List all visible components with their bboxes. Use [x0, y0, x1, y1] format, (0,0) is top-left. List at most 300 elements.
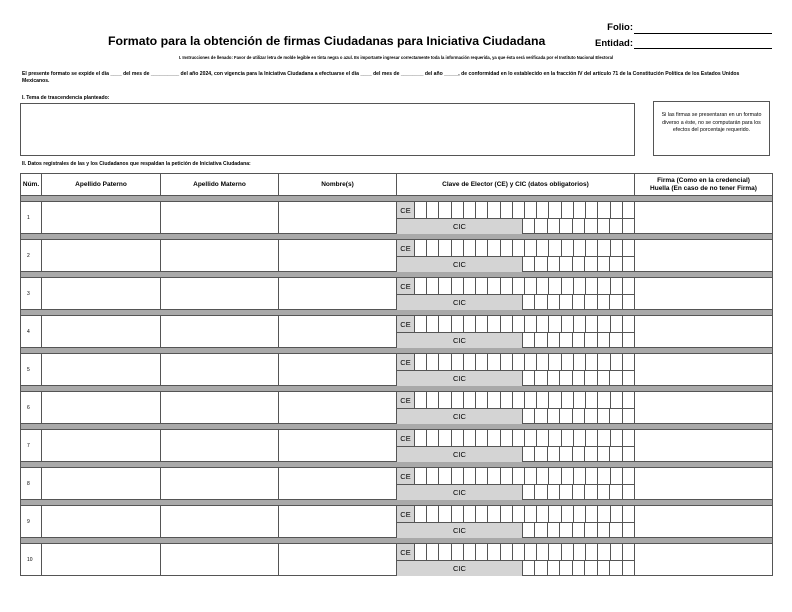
ce-digit-box[interactable] — [476, 506, 488, 522]
ce-digit-box[interactable] — [464, 278, 476, 294]
ce-digit-box[interactable] — [623, 278, 634, 294]
firma-field[interactable] — [635, 240, 773, 272]
ce-digit-box[interactable] — [537, 354, 549, 370]
ce-digit-box[interactable] — [452, 278, 464, 294]
ce-digit-box[interactable] — [574, 202, 586, 218]
ce-digit-box[interactable] — [525, 202, 537, 218]
cic-digit-box[interactable] — [535, 295, 547, 310]
cic-digit-box[interactable] — [610, 409, 622, 424]
ce-digit-box[interactable] — [501, 316, 513, 332]
firma-field[interactable] — [635, 506, 773, 538]
cic-digit-box[interactable] — [560, 295, 572, 310]
ce-digit-box[interactable] — [476, 240, 488, 256]
nombres-field[interactable] — [279, 506, 397, 538]
topic-textarea[interactable] — [20, 103, 635, 156]
ce-digit-box[interactable] — [427, 392, 439, 408]
ce-digit-box[interactable] — [464, 544, 476, 560]
cic-digit-box[interactable] — [523, 523, 535, 538]
ce-digit-box[interactable] — [476, 544, 488, 560]
ce-digit-box[interactable] — [537, 392, 549, 408]
cic-digit-box[interactable] — [623, 523, 634, 538]
cic-digit-box[interactable] — [535, 257, 547, 272]
cic-digit-box[interactable] — [523, 409, 535, 424]
ce-digit-box[interactable] — [513, 392, 525, 408]
ce-digit-box[interactable] — [513, 354, 525, 370]
cic-digit-box[interactable] — [610, 257, 622, 272]
cic-digit-box[interactable] — [598, 409, 610, 424]
apellido-paterno-field[interactable] — [42, 506, 161, 538]
ce-digit-box[interactable] — [439, 392, 451, 408]
nombres-field[interactable] — [279, 544, 397, 576]
ce-digit-box[interactable] — [562, 468, 574, 484]
cic-digit-box[interactable] — [535, 447, 547, 462]
cic-digit-box[interactable] — [598, 561, 610, 576]
ce-digit-box[interactable] — [549, 240, 561, 256]
cic-digit-box[interactable] — [523, 333, 535, 348]
ce-digit-box[interactable] — [623, 544, 634, 560]
nombres-field[interactable] — [279, 468, 397, 500]
ce-digit-box[interactable] — [439, 430, 451, 446]
ce-digit-box[interactable] — [501, 544, 513, 560]
ce-digit-box[interactable] — [586, 354, 598, 370]
cic-digit-box[interactable] — [585, 257, 597, 272]
ce-digit-box[interactable] — [598, 544, 610, 560]
cic-digit-box[interactable] — [548, 333, 560, 348]
cic-digit-box[interactable] — [523, 561, 535, 576]
ce-digit-box[interactable] — [415, 278, 427, 294]
cic-digit-box[interactable] — [535, 485, 547, 500]
ce-digit-box[interactable] — [488, 278, 500, 294]
ce-digit-box[interactable] — [488, 468, 500, 484]
ce-digit-box[interactable] — [452, 240, 464, 256]
ce-digit-box[interactable] — [574, 316, 586, 332]
firma-field[interactable] — [635, 316, 773, 348]
cic-digit-box[interactable] — [623, 447, 634, 462]
ce-digit-box[interactable] — [427, 544, 439, 560]
ce-digit-box[interactable] — [452, 316, 464, 332]
ce-digit-box[interactable] — [562, 506, 574, 522]
ce-digit-box[interactable] — [549, 392, 561, 408]
ce-digit-box[interactable] — [537, 316, 549, 332]
ce-digit-box[interactable] — [549, 316, 561, 332]
cic-digit-box[interactable] — [560, 523, 572, 538]
apellido-paterno-field[interactable] — [42, 354, 161, 386]
ce-digit-box[interactable] — [476, 468, 488, 484]
cic-digit-box[interactable] — [523, 257, 535, 272]
apellido-paterno-field[interactable] — [42, 392, 161, 424]
cic-digit-box[interactable] — [523, 371, 535, 386]
ce-digit-box[interactable] — [537, 278, 549, 294]
cic-digit-box[interactable] — [598, 523, 610, 538]
ce-digit-box[interactable] — [586, 544, 598, 560]
apellido-materno-field[interactable] — [161, 392, 279, 424]
apellido-materno-field[interactable] — [161, 202, 279, 234]
apellido-materno-field[interactable] — [161, 544, 279, 576]
apellido-paterno-field[interactable] — [42, 240, 161, 272]
cic-digit-box[interactable] — [585, 447, 597, 462]
ce-digit-box[interactable] — [562, 544, 574, 560]
apellido-materno-field[interactable] — [161, 316, 279, 348]
nombres-field[interactable] — [279, 240, 397, 272]
cic-digit-box[interactable] — [560, 561, 572, 576]
ce-digit-box[interactable] — [501, 278, 513, 294]
cic-digit-box[interactable] — [610, 333, 622, 348]
ce-digit-box[interactable] — [452, 468, 464, 484]
cic-digit-box[interactable] — [548, 371, 560, 386]
cic-digit-box[interactable] — [585, 409, 597, 424]
ce-digit-box[interactable] — [464, 468, 476, 484]
ce-digit-box[interactable] — [476, 392, 488, 408]
ce-digit-box[interactable] — [611, 506, 623, 522]
ce-digit-box[interactable] — [525, 278, 537, 294]
ce-digit-box[interactable] — [415, 316, 427, 332]
cic-digit-box[interactable] — [573, 447, 585, 462]
ce-digit-box[interactable] — [537, 544, 549, 560]
cic-digit-box[interactable] — [623, 333, 634, 348]
cic-digit-box[interactable] — [610, 219, 622, 234]
ce-digit-box[interactable] — [427, 430, 439, 446]
ce-digit-box[interactable] — [611, 240, 623, 256]
nombres-field[interactable] — [279, 392, 397, 424]
ce-digit-box[interactable] — [574, 468, 586, 484]
nombres-field[interactable] — [279, 354, 397, 386]
ce-digit-box[interactable] — [488, 392, 500, 408]
ce-digit-box[interactable] — [562, 316, 574, 332]
cic-digit-box[interactable] — [548, 485, 560, 500]
ce-digit-box[interactable] — [427, 354, 439, 370]
cic-digit-box[interactable] — [598, 219, 610, 234]
ce-digit-box[interactable] — [476, 316, 488, 332]
ce-digit-box[interactable] — [623, 316, 634, 332]
ce-digit-box[interactable] — [488, 506, 500, 522]
cic-digit-box[interactable] — [548, 257, 560, 272]
ce-digit-box[interactable] — [598, 468, 610, 484]
ce-digit-box[interactable] — [464, 202, 476, 218]
ce-digit-box[interactable] — [586, 506, 598, 522]
cic-digit-box[interactable] — [585, 371, 597, 386]
ce-digit-box[interactable] — [488, 202, 500, 218]
firma-field[interactable] — [635, 354, 773, 386]
cic-digit-box[interactable] — [523, 485, 535, 500]
ce-digit-box[interactable] — [525, 392, 537, 408]
apellido-materno-field[interactable] — [161, 240, 279, 272]
ce-digit-box[interactable] — [488, 430, 500, 446]
ce-digit-box[interactable] — [623, 468, 634, 484]
cic-digit-box[interactable] — [523, 447, 535, 462]
cic-digit-box[interactable] — [523, 219, 535, 234]
entidad-field[interactable] — [634, 48, 772, 49]
ce-digit-box[interactable] — [549, 430, 561, 446]
cic-digit-box[interactable] — [535, 561, 547, 576]
ce-digit-box[interactable] — [549, 544, 561, 560]
cic-digit-box[interactable] — [623, 409, 634, 424]
ce-digit-box[interactable] — [439, 544, 451, 560]
ce-digit-box[interactable] — [586, 278, 598, 294]
cic-digit-box[interactable] — [548, 295, 560, 310]
ce-digit-box[interactable] — [513, 506, 525, 522]
cic-digit-box[interactable] — [623, 257, 634, 272]
ce-digit-box[interactable] — [488, 544, 500, 560]
ce-digit-box[interactable] — [574, 240, 586, 256]
firma-field[interactable] — [635, 392, 773, 424]
ce-digit-box[interactable] — [501, 202, 513, 218]
apellido-materno-field[interactable] — [161, 468, 279, 500]
ce-digit-box[interactable] — [452, 202, 464, 218]
ce-digit-box[interactable] — [439, 506, 451, 522]
ce-digit-box[interactable] — [574, 354, 586, 370]
cic-digit-box[interactable] — [623, 561, 634, 576]
ce-digit-box[interactable] — [513, 278, 525, 294]
ce-digit-box[interactable] — [574, 430, 586, 446]
ce-digit-box[interactable] — [574, 392, 586, 408]
ce-digit-box[interactable] — [452, 544, 464, 560]
nombres-field[interactable] — [279, 430, 397, 462]
cic-digit-box[interactable] — [623, 219, 634, 234]
ce-digit-box[interactable] — [611, 392, 623, 408]
ce-digit-box[interactable] — [611, 468, 623, 484]
ce-digit-box[interactable] — [501, 240, 513, 256]
cic-digit-box[interactable] — [573, 333, 585, 348]
cic-digit-box[interactable] — [535, 371, 547, 386]
ce-digit-box[interactable] — [623, 202, 634, 218]
firma-field[interactable] — [635, 202, 773, 234]
cic-digit-box[interactable] — [598, 257, 610, 272]
ce-digit-box[interactable] — [439, 468, 451, 484]
ce-digit-box[interactable] — [513, 468, 525, 484]
apellido-paterno-field[interactable] — [42, 316, 161, 348]
ce-digit-box[interactable] — [598, 278, 610, 294]
ce-digit-box[interactable] — [415, 468, 427, 484]
apellido-paterno-field[interactable] — [42, 430, 161, 462]
ce-digit-box[interactable] — [464, 316, 476, 332]
ce-digit-box[interactable] — [598, 202, 610, 218]
cic-digit-box[interactable] — [560, 219, 572, 234]
cic-digit-box[interactable] — [573, 371, 585, 386]
ce-digit-box[interactable] — [537, 430, 549, 446]
ce-digit-box[interactable] — [513, 316, 525, 332]
ce-digit-box[interactable] — [623, 506, 634, 522]
ce-digit-box[interactable] — [513, 544, 525, 560]
ce-digit-box[interactable] — [623, 430, 634, 446]
apellido-paterno-field[interactable] — [42, 202, 161, 234]
folio-field[interactable] — [634, 33, 772, 34]
ce-digit-box[interactable] — [501, 506, 513, 522]
ce-digit-box[interactable] — [439, 354, 451, 370]
ce-digit-box[interactable] — [598, 392, 610, 408]
cic-digit-box[interactable] — [560, 409, 572, 424]
ce-digit-box[interactable] — [439, 316, 451, 332]
ce-digit-box[interactable] — [439, 240, 451, 256]
ce-digit-box[interactable] — [549, 468, 561, 484]
cic-digit-box[interactable] — [598, 485, 610, 500]
ce-digit-box[interactable] — [574, 506, 586, 522]
cic-digit-box[interactable] — [585, 333, 597, 348]
cic-digit-box[interactable] — [585, 295, 597, 310]
ce-digit-box[interactable] — [549, 202, 561, 218]
ce-digit-box[interactable] — [549, 278, 561, 294]
ce-digit-box[interactable] — [427, 468, 439, 484]
ce-digit-box[interactable] — [537, 202, 549, 218]
ce-digit-box[interactable] — [525, 240, 537, 256]
ce-digit-box[interactable] — [598, 316, 610, 332]
nombres-field[interactable] — [279, 316, 397, 348]
cic-digit-box[interactable] — [610, 485, 622, 500]
ce-digit-box[interactable] — [611, 354, 623, 370]
ce-digit-box[interactable] — [574, 278, 586, 294]
ce-digit-box[interactable] — [574, 544, 586, 560]
ce-digit-box[interactable] — [476, 278, 488, 294]
ce-digit-box[interactable] — [452, 392, 464, 408]
cic-digit-box[interactable] — [598, 333, 610, 348]
cic-digit-box[interactable] — [585, 561, 597, 576]
cic-digit-box[interactable] — [573, 409, 585, 424]
ce-digit-box[interactable] — [501, 468, 513, 484]
cic-digit-box[interactable] — [598, 447, 610, 462]
ce-digit-box[interactable] — [598, 506, 610, 522]
ce-digit-box[interactable] — [452, 354, 464, 370]
cic-digit-box[interactable] — [573, 219, 585, 234]
firma-field[interactable] — [635, 430, 773, 462]
cic-digit-box[interactable] — [560, 333, 572, 348]
ce-digit-box[interactable] — [623, 392, 634, 408]
ce-digit-box[interactable] — [586, 316, 598, 332]
ce-digit-box[interactable] — [611, 544, 623, 560]
ce-digit-box[interactable] — [586, 430, 598, 446]
ce-digit-box[interactable] — [562, 430, 574, 446]
ce-digit-box[interactable] — [611, 430, 623, 446]
cic-digit-box[interactable] — [585, 219, 597, 234]
ce-digit-box[interactable] — [598, 354, 610, 370]
ce-digit-box[interactable] — [525, 316, 537, 332]
cic-digit-box[interactable] — [535, 219, 547, 234]
ce-digit-box[interactable] — [464, 354, 476, 370]
nombres-field[interactable] — [279, 202, 397, 234]
ce-digit-box[interactable] — [488, 316, 500, 332]
apellido-paterno-field[interactable] — [42, 278, 161, 310]
cic-digit-box[interactable] — [560, 485, 572, 500]
ce-digit-box[interactable] — [452, 430, 464, 446]
ce-digit-box[interactable] — [549, 354, 561, 370]
cic-digit-box[interactable] — [548, 219, 560, 234]
ce-digit-box[interactable] — [537, 468, 549, 484]
ce-digit-box[interactable] — [525, 506, 537, 522]
cic-digit-box[interactable] — [573, 523, 585, 538]
ce-digit-box[interactable] — [562, 240, 574, 256]
cic-digit-box[interactable] — [560, 447, 572, 462]
ce-digit-box[interactable] — [476, 354, 488, 370]
ce-digit-box[interactable] — [464, 506, 476, 522]
ce-digit-box[interactable] — [562, 202, 574, 218]
ce-digit-box[interactable] — [623, 354, 634, 370]
cic-digit-box[interactable] — [610, 561, 622, 576]
cic-digit-box[interactable] — [560, 257, 572, 272]
cic-digit-box[interactable] — [623, 371, 634, 386]
cic-digit-box[interactable] — [585, 485, 597, 500]
ce-digit-box[interactable] — [513, 202, 525, 218]
ce-digit-box[interactable] — [598, 430, 610, 446]
firma-field[interactable] — [635, 278, 773, 310]
cic-digit-box[interactable] — [535, 523, 547, 538]
ce-digit-box[interactable] — [415, 354, 427, 370]
ce-digit-box[interactable] — [586, 468, 598, 484]
ce-digit-box[interactable] — [586, 240, 598, 256]
ce-digit-box[interactable] — [525, 544, 537, 560]
ce-digit-box[interactable] — [525, 430, 537, 446]
ce-digit-box[interactable] — [611, 278, 623, 294]
ce-digit-box[interactable] — [415, 202, 427, 218]
ce-digit-box[interactable] — [415, 240, 427, 256]
ce-digit-box[interactable] — [501, 430, 513, 446]
ce-digit-box[interactable] — [427, 278, 439, 294]
ce-digit-box[interactable] — [549, 506, 561, 522]
cic-digit-box[interactable] — [598, 295, 610, 310]
ce-digit-box[interactable] — [488, 240, 500, 256]
cic-digit-box[interactable] — [623, 485, 634, 500]
firma-field[interactable] — [635, 468, 773, 500]
ce-digit-box[interactable] — [513, 240, 525, 256]
apellido-materno-field[interactable] — [161, 430, 279, 462]
ce-digit-box[interactable] — [464, 392, 476, 408]
cic-digit-box[interactable] — [573, 295, 585, 310]
cic-digit-box[interactable] — [523, 295, 535, 310]
ce-digit-box[interactable] — [562, 278, 574, 294]
ce-digit-box[interactable] — [525, 468, 537, 484]
ce-digit-box[interactable] — [611, 202, 623, 218]
cic-digit-box[interactable] — [535, 333, 547, 348]
cic-digit-box[interactable] — [535, 409, 547, 424]
apellido-paterno-field[interactable] — [42, 468, 161, 500]
cic-digit-box[interactable] — [585, 523, 597, 538]
cic-digit-box[interactable] — [548, 523, 560, 538]
ce-digit-box[interactable] — [537, 240, 549, 256]
cic-digit-box[interactable] — [623, 295, 634, 310]
ce-digit-box[interactable] — [537, 506, 549, 522]
cic-digit-box[interactable] — [573, 485, 585, 500]
ce-digit-box[interactable] — [586, 392, 598, 408]
ce-digit-box[interactable] — [415, 430, 427, 446]
cic-digit-box[interactable] — [610, 523, 622, 538]
ce-digit-box[interactable] — [562, 354, 574, 370]
ce-digit-box[interactable] — [598, 240, 610, 256]
apellido-materno-field[interactable] — [161, 278, 279, 310]
ce-digit-box[interactable] — [501, 354, 513, 370]
cic-digit-box[interactable] — [610, 371, 622, 386]
apellido-paterno-field[interactable] — [42, 544, 161, 576]
nombres-field[interactable] — [279, 278, 397, 310]
ce-digit-box[interactable] — [562, 392, 574, 408]
cic-digit-box[interactable] — [573, 561, 585, 576]
ce-digit-box[interactable] — [464, 430, 476, 446]
ce-digit-box[interactable] — [439, 278, 451, 294]
ce-digit-box[interactable] — [513, 430, 525, 446]
ce-digit-box[interactable] — [427, 316, 439, 332]
apellido-materno-field[interactable] — [161, 506, 279, 538]
ce-digit-box[interactable] — [501, 392, 513, 408]
cic-digit-box[interactable] — [560, 371, 572, 386]
ce-digit-box[interactable] — [415, 506, 427, 522]
cic-digit-box[interactable] — [598, 371, 610, 386]
ce-digit-box[interactable] — [611, 316, 623, 332]
ce-digit-box[interactable] — [525, 354, 537, 370]
ce-digit-box[interactable] — [427, 506, 439, 522]
cic-digit-box[interactable] — [610, 447, 622, 462]
ce-digit-box[interactable] — [464, 240, 476, 256]
cic-digit-box[interactable] — [548, 561, 560, 576]
ce-digit-box[interactable] — [623, 240, 634, 256]
ce-digit-box[interactable] — [476, 202, 488, 218]
ce-digit-box[interactable] — [415, 392, 427, 408]
cic-digit-box[interactable] — [548, 447, 560, 462]
